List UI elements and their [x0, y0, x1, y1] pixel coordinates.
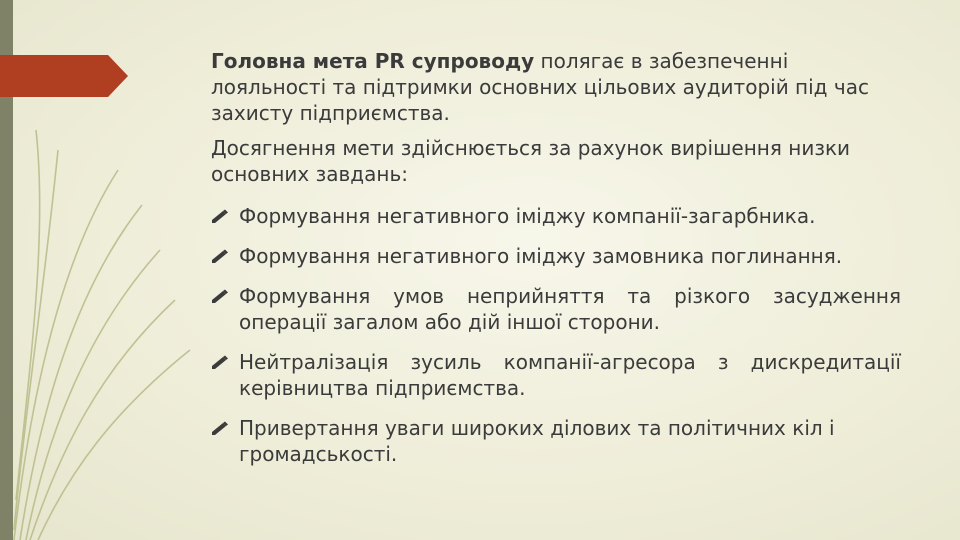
- bullet-item: [211, 415, 901, 467]
- bullet-item: [211, 243, 901, 269]
- bullet-item: [211, 283, 901, 335]
- bullet-text: Привертання уваги широких ділових та політичних кіл і громадськості.: [239, 416, 835, 466]
- pencil-icon: [211, 289, 229, 304]
- pencil-icon: [211, 355, 229, 370]
- intro-bold-lead: Головна мета PR супроводу: [211, 49, 535, 73]
- bullet-text: Формування негативного іміджу компанії-загарбника.: [239, 204, 816, 228]
- bullet-text: Формування умов неприйняття та різкого засудження операції загалом або дій іншої сторони.: [239, 284, 901, 334]
- task-bullet-list: [211, 203, 901, 467]
- pencil-icon: [211, 209, 229, 224]
- accent-arrow-shape: [0, 55, 128, 97]
- bullet-item: [211, 203, 901, 229]
- subintro-paragraph: Досягнення мети здійснюється за рахунок вирішення низки основних завдань:: [211, 136, 851, 186]
- bullet-text: Формування негативного іміджу замовника поглинання.: [239, 244, 843, 268]
- bullet-item: [211, 349, 901, 401]
- pencil-icon: [211, 421, 229, 436]
- intro-text: полягає в забезпеченні лояльності та підтримки основних цільових аудиторій під час захисту підприємства.: [211, 49, 869, 125]
- slide-content: [211, 48, 901, 481]
- intro-paragraph: [211, 48, 901, 126]
- pencil-icon: [211, 249, 229, 264]
- bullet-text: Нейтралізація зусиль компанії-агресора з дискредитації керівництва підприємства.: [239, 350, 901, 400]
